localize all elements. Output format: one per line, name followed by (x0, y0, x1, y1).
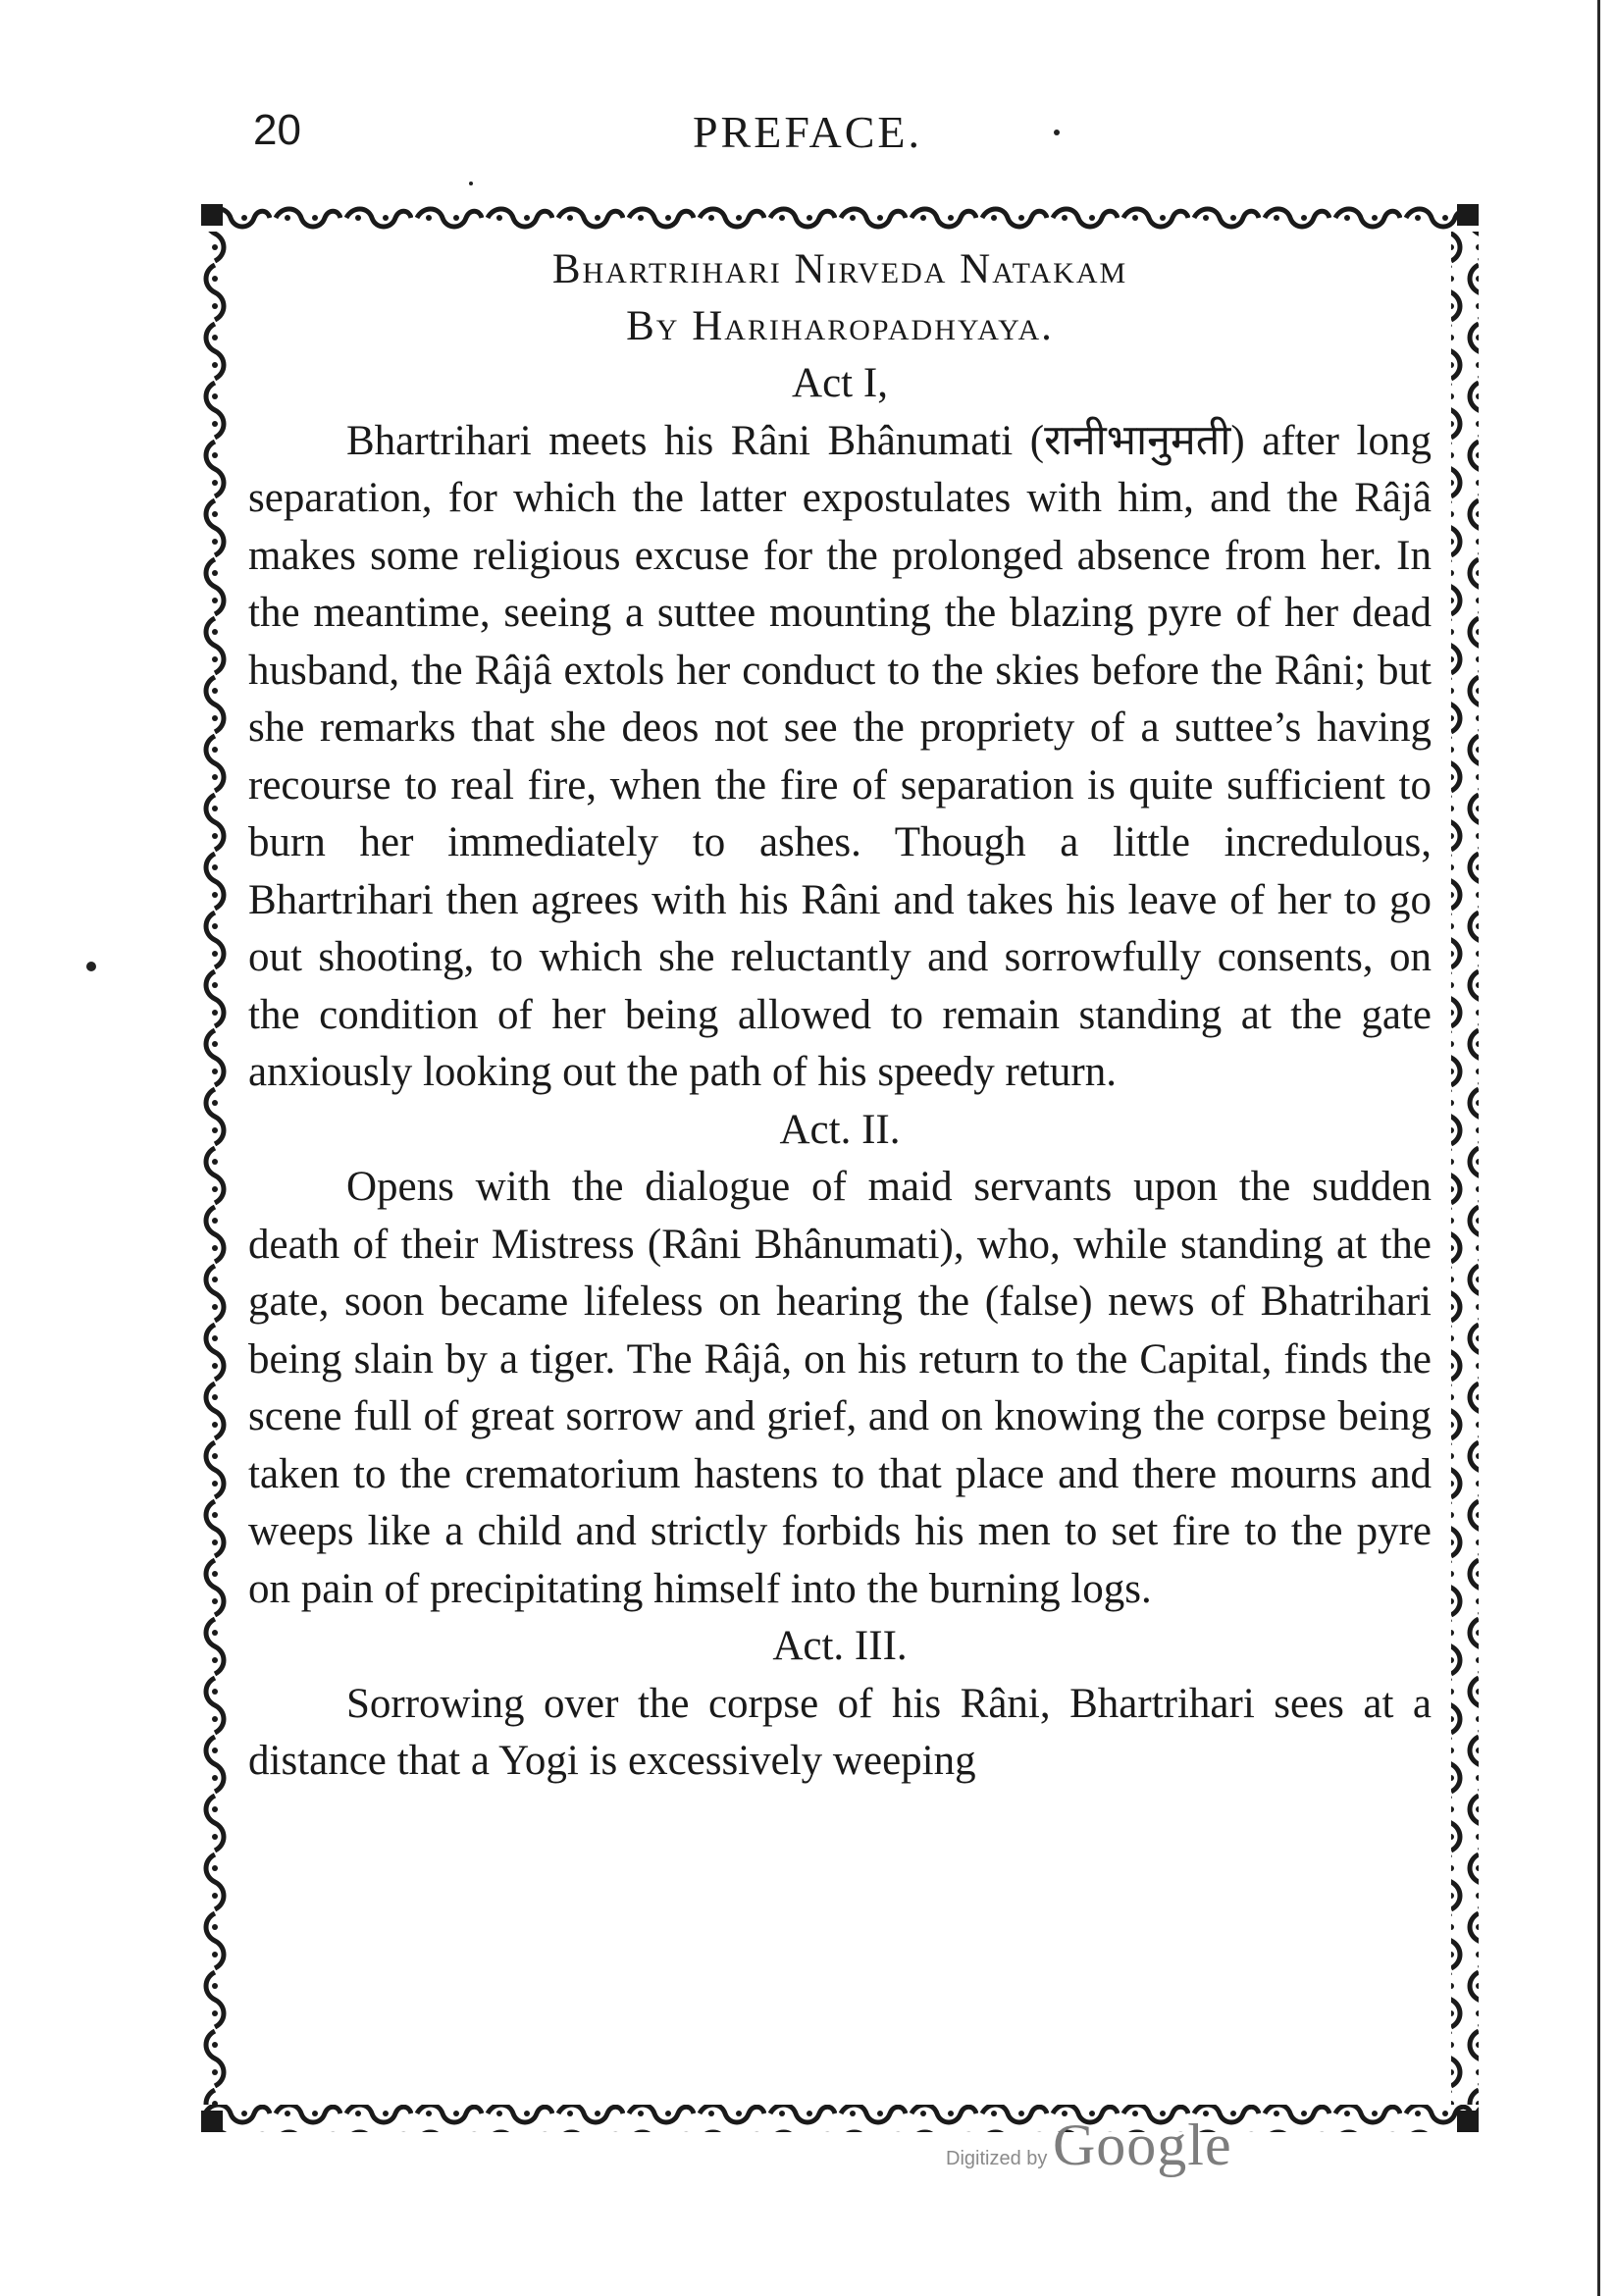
digitized-label: Digitized by (946, 2148, 1048, 2169)
page-edge-line (1597, 0, 1600, 2296)
running-title: PREFACE. (692, 107, 923, 157)
play-author: By Hariharopadhyaya. (626, 303, 1054, 349)
border-top (201, 204, 1479, 232)
act2-title: Act. II. (779, 1106, 901, 1153)
border-right (1451, 232, 1479, 2105)
ink-speck (469, 182, 473, 185)
corner-top-left (201, 204, 223, 226)
act1-title: Act I, (792, 360, 888, 406)
corner-top-right (1457, 204, 1479, 226)
play-title: Bhartrihari Nirveda Natakam (551, 246, 1128, 292)
google-logo: Google (1052, 2113, 1232, 2177)
digitized-watermark (946, 2112, 1232, 2179)
act2-paragraph: Opens with the dialogue of maid servants upon the sudden death of their Mistress (Râni Bhânumati), who, while standing at the gate, soon became lifeless on hearing the (false) news of Bhatrihari being slain by a tiger. The Râjâ, on his return to the Capital, finds the scene full of great sorrow and grief, and on knowing the corpse being taken to the crematorium hastens to that place and there mourns and weeps like a child and strictly forbids his men to set fire to the pyre on pain of precipitating himself into the burning logs. (248, 1164, 1432, 1612)
border-bottom (201, 2105, 1479, 2132)
act1-paragraph: Bhartrihari meets his Râni Bhânumati (रानीभानुमती) after long separation, for which the latter expostulates with him, and the Râjâ makes some religious excuse for the prolonged absence from her. In the meantime, seeing a suttee mounting the blazing pyre of her dead husband, the Râjâ extols her conduct to the skies before the Râni; but she remarks that she deos not see the propriety of a suttee’s having recourse to real fire, when the fire of separation is quite sufficient to burn her immediately to ashes. Though a little incredulous, Bhartrihari then agrees with his Râni and takes his leave of her to go out shooting, to which she reluctantly and sorrowfully consents, on the condition of her being allowed to remain standing at the gate anxiously looking out the path of his speedy return. (248, 417, 1432, 1095)
act3-paragraph: Sorrowing over the corpse of his Râni, Bhartrihari sees at a distance that a Yogi is excessively weeping (248, 1680, 1432, 1784)
corner-bottom-right (1457, 2111, 1479, 2132)
corner-bottom-left (201, 2111, 223, 2132)
ink-speck (1054, 130, 1060, 135)
ornamental-frame (201, 204, 1479, 2132)
border-left (201, 232, 229, 2105)
page-number: 20 (253, 106, 301, 154)
act3-title: Act. III. (772, 1623, 908, 1669)
ink-speck (86, 962, 96, 971)
text-block (248, 241, 1432, 2096)
